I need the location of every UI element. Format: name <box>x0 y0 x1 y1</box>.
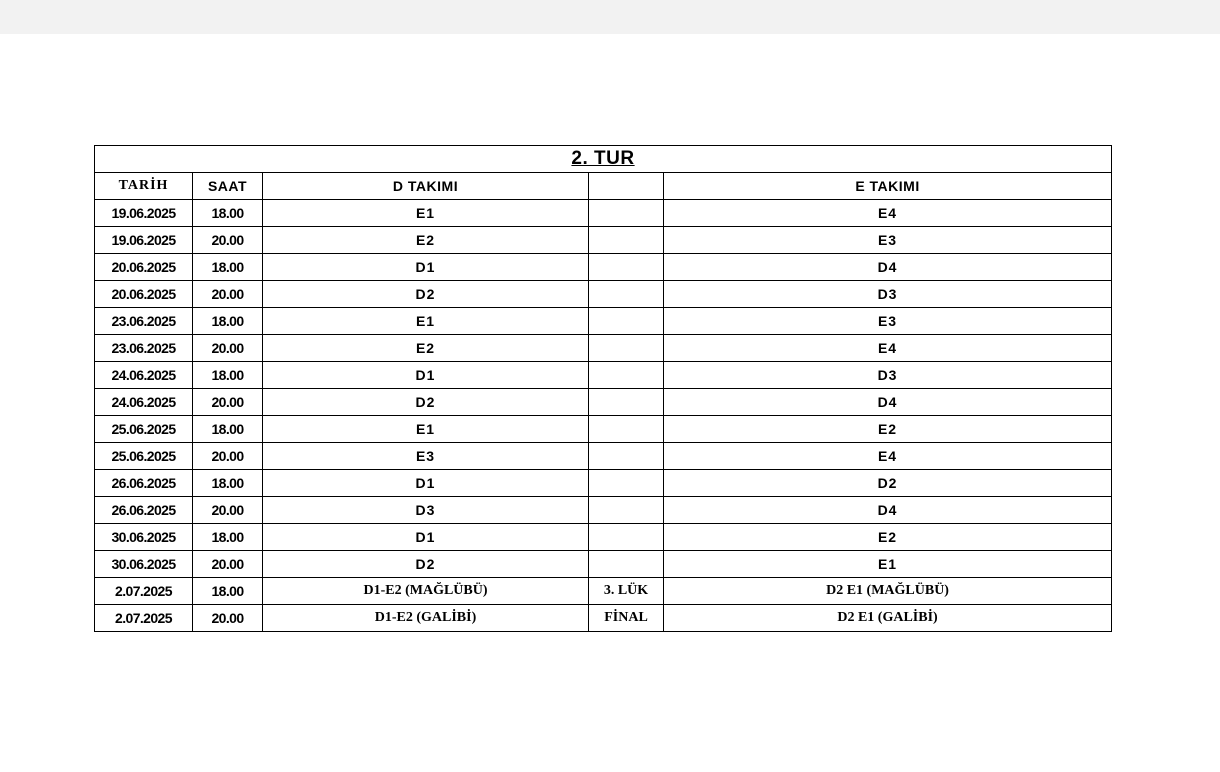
cell-date: 19.06.2025 <box>95 227 193 254</box>
cell-date: 2.07.2025 <box>95 605 193 632</box>
cell-team-d: D1 <box>263 254 589 281</box>
cell-stage <box>589 200 664 227</box>
header-row <box>95 173 1112 200</box>
table-row <box>95 227 1112 254</box>
cell-time: 20.00 <box>193 497 263 524</box>
cell-team-e: E2 <box>664 524 1112 551</box>
cell-time: 18.00 <box>193 470 263 497</box>
cell-team-d: D1 <box>263 470 589 497</box>
cell-team-e: E4 <box>664 335 1112 362</box>
table-row <box>95 362 1112 389</box>
cell-date: 30.06.2025 <box>95 524 193 551</box>
cell-stage <box>589 335 664 362</box>
cell-stage <box>589 254 664 281</box>
cell-team-d: E3 <box>263 443 589 470</box>
cell-date: 25.06.2025 <box>95 443 193 470</box>
cell-time: 18.00 <box>193 200 263 227</box>
cell-team-d: D2 <box>263 281 589 308</box>
cell-team-d: D1-E2 (GALİBİ) <box>263 605 589 632</box>
title-row <box>95 146 1112 173</box>
cell-team-d: E2 <box>263 335 589 362</box>
cell-team-e: D3 <box>664 362 1112 389</box>
cell-date: 23.06.2025 <box>95 335 193 362</box>
cell-date: 24.06.2025 <box>95 362 193 389</box>
cell-date: 30.06.2025 <box>95 551 193 578</box>
header-team-e: E TAKIMI <box>664 173 1112 200</box>
cell-team-e: D2 <box>664 470 1112 497</box>
cell-stage: FİNAL <box>589 605 664 632</box>
cell-stage <box>589 362 664 389</box>
table-row <box>95 605 1112 632</box>
cell-team-e: E2 <box>664 416 1112 443</box>
cell-time: 20.00 <box>193 551 263 578</box>
cell-stage <box>589 227 664 254</box>
cell-team-d: D1 <box>263 524 589 551</box>
cell-team-e: D4 <box>664 497 1112 524</box>
cell-team-e: D2 E1 (MAĞLÜBÜ) <box>664 578 1112 605</box>
cell-team-e: D2 E1 (GALİBİ) <box>664 605 1112 632</box>
cell-time: 18.00 <box>193 524 263 551</box>
cell-stage <box>589 497 664 524</box>
cell-stage <box>589 389 664 416</box>
cell-team-e: E4 <box>664 443 1112 470</box>
cell-time: 18.00 <box>193 308 263 335</box>
cell-date: 20.06.2025 <box>95 281 193 308</box>
cell-team-d: E1 <box>263 416 589 443</box>
cell-team-d: E2 <box>263 227 589 254</box>
header-time: SAAT <box>193 173 263 200</box>
cell-time: 20.00 <box>193 389 263 416</box>
cell-team-d: D2 <box>263 389 589 416</box>
header-date: TARİH <box>95 173 193 200</box>
table-row <box>95 200 1112 227</box>
cell-team-e: E4 <box>664 200 1112 227</box>
cell-date: 26.06.2025 <box>95 470 193 497</box>
cell-team-d: D3 <box>263 497 589 524</box>
cell-stage: 3. LÜK <box>589 578 664 605</box>
cell-date: 23.06.2025 <box>95 308 193 335</box>
cell-team-e: D4 <box>664 389 1112 416</box>
cell-date: 20.06.2025 <box>95 254 193 281</box>
table-row <box>95 308 1112 335</box>
header-team-d: D TAKIMI <box>263 173 589 200</box>
cell-time: 20.00 <box>193 227 263 254</box>
cell-time: 20.00 <box>193 335 263 362</box>
table-title: 2. TUR <box>95 146 1112 173</box>
cell-time: 18.00 <box>193 254 263 281</box>
table-row <box>95 416 1112 443</box>
cell-team-e: D3 <box>664 281 1112 308</box>
cell-team-d: D1 <box>263 362 589 389</box>
cell-stage <box>589 470 664 497</box>
top-bar <box>0 0 1220 34</box>
table-row <box>95 524 1112 551</box>
cell-stage <box>589 308 664 335</box>
table-row <box>95 551 1112 578</box>
table-row <box>95 443 1112 470</box>
cell-team-e: E3 <box>664 227 1112 254</box>
cell-team-e: E1 <box>664 551 1112 578</box>
cell-team-e: D4 <box>664 254 1112 281</box>
table-row <box>95 335 1112 362</box>
cell-time: 20.00 <box>193 443 263 470</box>
schedule-rows <box>95 200 1112 632</box>
cell-stage <box>589 281 664 308</box>
table-row <box>95 254 1112 281</box>
cell-date: 2.07.2025 <box>95 578 193 605</box>
cell-team-e: E3 <box>664 308 1112 335</box>
cell-date: 26.06.2025 <box>95 497 193 524</box>
cell-date: 19.06.2025 <box>95 200 193 227</box>
cell-team-d: E1 <box>263 200 589 227</box>
cell-time: 20.00 <box>193 281 263 308</box>
cell-team-d: D2 <box>263 551 589 578</box>
table-row <box>95 497 1112 524</box>
cell-time: 18.00 <box>193 362 263 389</box>
schedule-sheet <box>94 145 1111 632</box>
cell-time: 18.00 <box>193 578 263 605</box>
cell-team-d: D1-E2 (MAĞLÜBÜ) <box>263 578 589 605</box>
cell-stage <box>589 443 664 470</box>
cell-stage <box>589 524 664 551</box>
table-row <box>95 281 1112 308</box>
cell-stage <box>589 416 664 443</box>
cell-stage <box>589 551 664 578</box>
cell-date: 24.06.2025 <box>95 389 193 416</box>
cell-time: 18.00 <box>193 416 263 443</box>
cell-team-d: E1 <box>263 308 589 335</box>
table-row <box>95 578 1112 605</box>
cell-date: 25.06.2025 <box>95 416 193 443</box>
header-middle <box>589 173 664 200</box>
table-row <box>95 470 1112 497</box>
schedule-table <box>94 145 1112 632</box>
table-row <box>95 389 1112 416</box>
cell-time: 20.00 <box>193 605 263 632</box>
